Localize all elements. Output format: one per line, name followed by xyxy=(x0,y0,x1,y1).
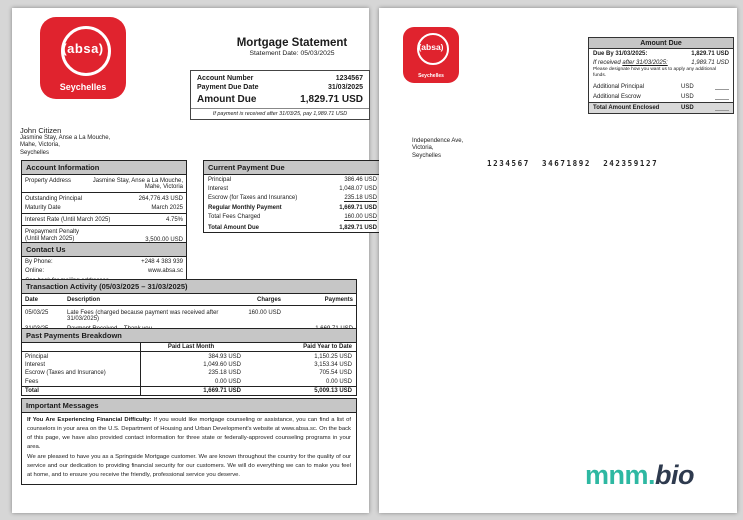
currency-label: USD xyxy=(681,93,694,100)
amount-due-label: Amount Due xyxy=(197,94,257,105)
interest-rate-value: 4.75% xyxy=(165,216,183,223)
property-address-row xyxy=(22,176,186,191)
sender-address-line: Seychelles xyxy=(412,152,442,159)
amount-due-value: 1,829.71 USD xyxy=(300,94,363,105)
received-after-label: If received after 31/03/2025: xyxy=(593,59,668,66)
transaction-activity-title: Transaction Activity (05/03/2025 – 31/03/2025) xyxy=(22,280,356,294)
prepayment-penalty-label: Prepayment Penalty (Until March 2025) xyxy=(25,228,80,242)
account-number-value: 1234567 xyxy=(335,75,363,82)
maturity-date-value: March 2025 xyxy=(151,204,183,211)
amount-due-box-title: Amount Due xyxy=(589,38,733,49)
fill-in-blank xyxy=(715,84,729,90)
prepayment-penalty-value: 3,500.00 USD xyxy=(145,236,183,243)
past-payments-section xyxy=(21,328,357,396)
additional-funds-note: Please designate how you want us to apply any additional funds. xyxy=(593,67,716,79)
recipient-address-line: Mahe, Victoria, xyxy=(20,142,60,149)
micr-account-line: 1234567 34671892 242359127 xyxy=(487,159,659,168)
table-row: Escrow (Taxes and Insurance) 235.18 USD 705.54 USD xyxy=(25,370,352,377)
important-messages-title: Important Messages xyxy=(22,399,356,413)
current-payment-due-title: Current Payment Due xyxy=(204,161,381,175)
online-value: www.absa.sc xyxy=(147,267,183,274)
financial-difficulty-paragraph: If You Are Experiencing Financial Difficulty: If you would like mortgage counseling or assistance, you can find a list of counselors in your area on the U.S. Department of Housing and Urban Development's website at www.absa.sc. On the back of this page, we have also provided contact information for three state or federally-approved counseling programs in your area. xyxy=(27,417,351,451)
table-row: Interest 1,049.60 USD 3,153.34 USD xyxy=(25,361,352,368)
outstanding-principal-value: 264,776.43 USD xyxy=(138,195,183,202)
online-row xyxy=(22,266,186,275)
past-payments-title: Past Payments Breakdown xyxy=(22,329,356,343)
received-after-row xyxy=(589,58,733,67)
payment-due-date-value: 31/03/2025 xyxy=(327,84,363,91)
account-number-row xyxy=(191,74,369,83)
additional-escrow-row: Additional Escrow USD xyxy=(589,92,733,102)
due-by-label: Due By 31/03/2025: xyxy=(593,50,648,57)
total-fees-charged-row: Total Fees Charged 160.00 USD xyxy=(208,214,377,221)
phone-label: By Phone: xyxy=(25,258,53,265)
customer-message-paragraph: We are pleased to have you as a Springside Mortgage customer. We are known throughout the country for the quality of our service and our dedication to providing financial security for our customers. We will do everything we can to make you feel at home, and to ensure you receive the friendly, professional service you deserve. xyxy=(27,453,351,478)
mnm-bio-watermark xyxy=(585,460,694,491)
online-label: Online: xyxy=(25,267,45,274)
col-payments: Payments xyxy=(324,297,353,303)
sender-address-block xyxy=(412,138,463,160)
escrow-row: Escrow (for Taxes and Insurance) 235.18 USD xyxy=(208,194,377,201)
property-address-value: Jasmine Stay, Anse a La Mouche, Mahe, Victoria xyxy=(92,177,183,190)
received-after-value: 1,989.71 USD xyxy=(691,59,729,66)
recipient-address-line: Seychelles xyxy=(20,149,50,156)
account-information-section xyxy=(21,160,187,246)
phone-value: +248 4 383 939 xyxy=(141,258,183,265)
due-by-row xyxy=(589,49,733,58)
absa-logo-small xyxy=(403,27,459,83)
absa-region-text: Seychelles xyxy=(418,73,444,79)
sender-address-line: Independence Ave, xyxy=(412,138,464,144)
col-charges: Charges xyxy=(256,297,281,303)
page-title: Mortgage Statement xyxy=(236,37,348,49)
document-header xyxy=(202,37,382,57)
account-information-title: Account Information xyxy=(22,161,186,175)
transaction-column-headers xyxy=(22,294,356,306)
regular-monthly-payment-row: Regular Monthly Payment 1,669.71 USD xyxy=(208,205,377,212)
payment-coupon-page xyxy=(379,8,737,513)
absa-brand-text: (absa) xyxy=(62,41,104,56)
absa-region-text: Seychelles xyxy=(59,82,107,92)
account-number-label: Account Number xyxy=(197,75,254,82)
sender-address-line: Victoria, xyxy=(412,145,434,152)
table-row: Principal 384.93 USD 1,150.25 USD xyxy=(25,353,352,360)
fill-in-blank xyxy=(715,105,729,111)
maturity-date-row xyxy=(22,203,186,212)
watermark-primary: mnm. xyxy=(585,460,656,490)
maturity-date-label: Maturity Date xyxy=(25,204,61,211)
interest-row: Interest 1,048.07 USD xyxy=(208,185,377,192)
col-description: Description xyxy=(67,297,101,303)
recipient-name: John Citizen xyxy=(20,126,62,135)
important-messages-section xyxy=(21,398,357,485)
total-amount-due-row: Total Amount Due 1,829.71 USD xyxy=(208,224,377,231)
late-payment-note: If payment is received after 31/03/25, pay 1,989.71 USD xyxy=(191,108,369,119)
absa-logo xyxy=(40,17,126,99)
total-row: Total 1,669.71 USD 5,009.13 USD xyxy=(22,386,356,395)
interest-rate-label: Interest Rate (Until March 2025) xyxy=(25,216,111,223)
table-row: Fees 0.00 USD 0.00 USD xyxy=(25,378,352,385)
statement-page xyxy=(12,8,377,513)
outstanding-principal-label: Outstanding Principal xyxy=(25,195,83,202)
current-payment-due-section xyxy=(203,160,382,233)
payment-due-date-label: Payment Due Date xyxy=(197,84,259,91)
past-payments-column-headers xyxy=(22,343,356,352)
recipient-address-block xyxy=(20,126,110,157)
col-date: Date xyxy=(25,297,39,303)
recipient-address-line: Jasmine Stay, Anse a La Mouche, xyxy=(20,135,111,141)
interest-rate-row xyxy=(22,215,186,224)
outstanding-principal-row xyxy=(22,194,186,203)
additional-principal-row: Additional Principal USD xyxy=(589,82,733,92)
total-amount-enclosed-row: Total Amount Enclosed USD xyxy=(589,102,733,113)
col-paid-last-month: Paid Last Month xyxy=(140,343,241,351)
property-address-label: Property Address xyxy=(25,177,72,184)
due-by-value: 1,829.71 USD xyxy=(691,50,729,57)
amount-due-row xyxy=(191,92,369,108)
fill-in-blank xyxy=(715,94,729,100)
amount-due-box xyxy=(588,37,734,114)
summary-box xyxy=(190,70,370,120)
watermark-secondary: bio xyxy=(655,460,695,490)
col-paid-year-to-date: Paid Year to Date xyxy=(303,344,352,351)
statement-date: Statement Date: 05/03/2025 xyxy=(249,50,335,57)
currency-label: USD xyxy=(681,104,694,111)
contact-us-title: Contact Us xyxy=(22,243,186,257)
payment-due-date-row xyxy=(191,83,369,92)
currency-label: USD xyxy=(681,83,694,90)
absa-brand-text: (absa) xyxy=(418,42,444,52)
principal-row: Principal 386.46 USD xyxy=(208,176,377,183)
table-row: 05/03/25 Late Fees (charged because payment was received after 31/03/2025) 160.00 USD xyxy=(25,310,281,322)
phone-row xyxy=(22,257,186,266)
